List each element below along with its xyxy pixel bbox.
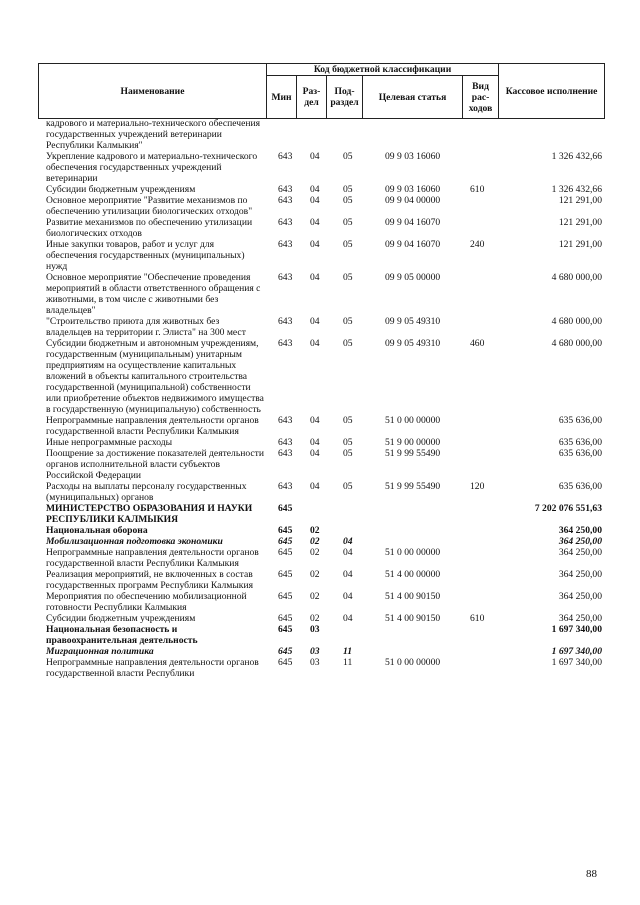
row-sum: 635 636,00 — [558, 415, 602, 426]
row-razd: 04 — [310, 217, 320, 228]
table-header — [38, 63, 605, 119]
row-sum: 7 202 076 551,63 — [534, 503, 602, 514]
row-name: Основное мероприятие "Развитие механизмов по обеспечению утилизации биологических отходов" — [46, 195, 253, 217]
row-pod: 04 — [343, 569, 353, 580]
table-row — [0, 448, 640, 481]
row-sum: 364 250,00 — [558, 569, 602, 580]
table-row — [0, 503, 640, 525]
row-min: 643 — [278, 437, 293, 448]
row-name: кадрового и материально-технического обеспечения государственных учреждений ветеринарии Республики Калмыкия" — [46, 118, 261, 151]
row-min: 643 — [278, 338, 293, 349]
row-razd: 04 — [310, 481, 320, 492]
row-name: Поощрение за достижение показателей деятельности органов исполнительной власти субъектов Российской Федерации — [46, 448, 264, 481]
row-name: "Строительство приюта для животных без владельцев на территории г. Элиста" на 300 мест — [46, 316, 246, 338]
row-min: 645 — [278, 657, 293, 668]
row-min: 645 — [278, 613, 293, 624]
row-name: Развитие механизмов по обеспечению утилизации биологических отходов — [46, 217, 253, 239]
row-pod: 05 — [343, 338, 353, 349]
row-cel: 51 4 00 90150 — [385, 591, 441, 602]
table-row — [0, 184, 640, 195]
table-row — [0, 525, 640, 536]
row-razd: 04 — [310, 415, 320, 426]
row-cel: 09 9 04 16070 — [385, 217, 441, 228]
row-cel: 09 9 05 00000 — [385, 272, 441, 283]
row-sum: 121 291,00 — [558, 239, 602, 250]
row-vid: 120 — [470, 481, 485, 492]
row-sum: 4 680 000,00 — [551, 272, 602, 283]
row-name: МИНИСТЕРСТВО ОБРАЗОВАНИЯ И НАУКИ РЕСПУБЛИКИ КАЛМЫКИЯ — [46, 503, 253, 525]
row-pod: 11 — [343, 657, 353, 668]
row-name: Субсидии бюджетным учреждениям — [46, 184, 196, 195]
row-sum: 364 250,00 — [558, 547, 602, 558]
row-razd: 04 — [310, 184, 320, 195]
row-cel: 51 9 99 55490 — [385, 448, 441, 459]
row-sum: 364 250,00 — [558, 536, 602, 547]
table-row — [0, 338, 640, 415]
header-naimenovanie: Наименование — [39, 64, 267, 119]
row-sum: 121 291,00 — [558, 217, 602, 228]
row-pod: 05 — [343, 316, 353, 327]
table-row — [0, 272, 640, 316]
row-razd: 02 — [310, 547, 320, 558]
row-name: Субсидии бюджетным учреждениям — [46, 613, 196, 624]
row-cel: 51 4 00 90150 — [385, 613, 441, 624]
row-name: Непрограммные направления деятельности органов государственной власти Республики Калмыкия — [46, 415, 259, 437]
page-number: 88 — [586, 868, 597, 880]
row-min: 643 — [278, 316, 293, 327]
table-row — [0, 316, 640, 338]
row-pod: 04 — [343, 536, 353, 547]
row-name: Основное мероприятие "Обеспечение проведения мероприятий в области ответственного обращения с животными, в том числе с животными без владельцев" — [46, 272, 261, 316]
row-cel: 09 9 03 16060 — [385, 151, 441, 162]
row-razd: 03 — [310, 657, 320, 668]
row-cel: 51 4 00 00000 — [385, 569, 441, 580]
row-min: 643 — [278, 272, 293, 283]
row-min: 643 — [278, 481, 293, 492]
row-sum: 121 291,00 — [558, 195, 602, 206]
row-min: 643 — [278, 151, 293, 162]
table-body — [0, 118, 640, 679]
row-sum: 4 680 000,00 — [551, 338, 602, 349]
row-cel: 09 9 05 49310 — [385, 338, 441, 349]
row-pod: 05 — [343, 272, 353, 283]
row-razd: 04 — [310, 338, 320, 349]
row-razd: 02 — [310, 536, 320, 547]
row-min: 643 — [278, 415, 293, 426]
row-min: 643 — [278, 448, 293, 459]
row-name: Непрограммные направления деятельности органов государственной власти Республики — [46, 657, 259, 679]
row-sum: 1 697 340,00 — [551, 624, 602, 635]
row-razd: 02 — [310, 525, 320, 536]
row-pod: 05 — [343, 151, 353, 162]
row-cel: 09 9 05 49310 — [385, 316, 441, 327]
table-row — [0, 547, 640, 569]
row-name: Реализация мероприятий, не включенных в состав государственных программ Республики Калмыкия — [46, 569, 253, 591]
table-row — [0, 239, 640, 272]
row-min: 645 — [278, 503, 293, 514]
table-row — [0, 613, 640, 624]
row-sum: 1 326 432,66 — [551, 184, 602, 195]
row-min: 645 — [278, 569, 293, 580]
row-sum: 4 680 000,00 — [551, 316, 602, 327]
row-min: 645 — [278, 591, 293, 602]
table-row — [0, 657, 640, 679]
table-row — [0, 569, 640, 591]
row-pod: 05 — [343, 481, 353, 492]
table-row — [0, 646, 640, 657]
row-razd: 02 — [310, 569, 320, 580]
row-vid: 240 — [470, 239, 485, 250]
row-sum: 1 326 432,66 — [551, 151, 602, 162]
table-row — [0, 118, 640, 151]
row-razd: 02 — [310, 591, 320, 602]
row-min: 643 — [278, 217, 293, 228]
header-kod: Код бюджетной классификации — [267, 64, 499, 76]
row-pod: 05 — [343, 195, 353, 206]
row-razd: 02 — [310, 613, 320, 624]
row-cel: 51 0 00 00000 — [385, 657, 441, 668]
row-name: Расходы на выплаты персоналу государственных (муниципальных) органов — [46, 481, 247, 503]
row-sum: 1 697 340,00 — [551, 657, 602, 668]
row-pod: 11 — [343, 646, 353, 657]
row-pod: 05 — [343, 437, 353, 448]
row-min: 645 — [278, 547, 293, 558]
header-kassovoe: Кассовое исполнение — [499, 64, 605, 119]
row-sum: 364 250,00 — [558, 613, 602, 624]
row-min: 645 — [278, 624, 293, 635]
row-sum: 1 697 340,00 — [551, 646, 602, 657]
row-min: 643 — [278, 195, 293, 206]
row-razd: 03 — [310, 624, 320, 635]
row-pod: 05 — [343, 217, 353, 228]
row-pod: 04 — [343, 547, 353, 558]
row-name: Иные непрограммные расходы — [46, 437, 173, 448]
row-sum: 364 250,00 — [558, 525, 602, 536]
row-razd: 04 — [310, 195, 320, 206]
table-row — [0, 195, 640, 217]
row-cel: 51 9 00 00000 — [385, 437, 441, 448]
row-name: Иные закупки товаров, работ и услуг для обеспечения государственных (муниципальных) нужд — [46, 239, 245, 272]
row-cel: 09 9 04 00000 — [385, 195, 441, 206]
row-sum: 635 636,00 — [558, 481, 602, 492]
table-row — [0, 415, 640, 437]
row-cel: 51 9 99 55490 — [385, 481, 441, 492]
row-name: Укрепление кадрового и материально-технического обеспечения государственных учреждений ветеринарии — [46, 151, 258, 184]
header-razdel: Раз-дел — [297, 76, 327, 119]
table-row — [0, 437, 640, 448]
table-row — [0, 624, 640, 646]
header-vid: Вид рас-ходов — [463, 76, 499, 119]
table-row — [0, 591, 640, 613]
row-pod: 05 — [343, 448, 353, 459]
header-min: Мин — [267, 76, 297, 119]
row-min: 643 — [278, 239, 293, 250]
row-razd: 03 — [310, 646, 320, 657]
row-razd: 04 — [310, 316, 320, 327]
row-pod: 05 — [343, 239, 353, 250]
row-name: Мобилизационная подготовка экономики — [46, 536, 223, 547]
row-razd: 04 — [310, 437, 320, 448]
row-name: Национальная безопасность и правоохранительная деятельность — [46, 624, 198, 646]
row-name: Субсидии бюджетным и автономным учреждениям, государственным (муниципальным) унитарным предприятиям на осуществление капитальных вложений в объекты капитального строительства государственной (муниципальной) собственности или приобретение объектов недвижимого имущества в государственную (муниципальную) собственность — [46, 338, 264, 415]
table-row — [0, 151, 640, 184]
table-row — [0, 481, 640, 503]
row-name: Миграционная политика — [46, 646, 154, 657]
table-row — [0, 536, 640, 547]
row-pod: 04 — [343, 613, 353, 624]
row-cel: 51 0 00 00000 — [385, 547, 441, 558]
row-pod: 05 — [343, 184, 353, 195]
row-min: 645 — [278, 536, 293, 547]
row-razd: 04 — [310, 151, 320, 162]
row-cel: 09 9 03 16060 — [385, 184, 441, 195]
row-vid: 460 — [470, 338, 485, 349]
row-min: 645 — [278, 525, 293, 536]
row-sum: 635 636,00 — [558, 437, 602, 448]
table-row — [0, 217, 640, 239]
row-razd: 04 — [310, 272, 320, 283]
row-razd: 04 — [310, 448, 320, 459]
row-name: Национальная оборона — [46, 525, 148, 536]
row-cel: 09 9 04 16070 — [385, 239, 441, 250]
row-min: 643 — [278, 184, 293, 195]
row-cel: 51 0 00 00000 — [385, 415, 441, 426]
row-sum: 364 250,00 — [558, 591, 602, 602]
row-razd: 04 — [310, 239, 320, 250]
header-podrazdel: Под-раздел — [327, 76, 363, 119]
row-vid: 610 — [470, 613, 485, 624]
row-pod: 04 — [343, 591, 353, 602]
header-celevaya: Целевая статья — [363, 76, 463, 119]
row-vid: 610 — [470, 184, 485, 195]
row-min: 645 — [278, 646, 293, 657]
row-pod: 05 — [343, 415, 353, 426]
row-name: Мероприятия по обеспечению мобилизационной готовности Республики Калмыкия — [46, 591, 247, 613]
row-name: Непрограммные направления деятельности органов государственной власти Республики Калмыкия — [46, 547, 259, 569]
row-sum: 635 636,00 — [558, 448, 602, 459]
